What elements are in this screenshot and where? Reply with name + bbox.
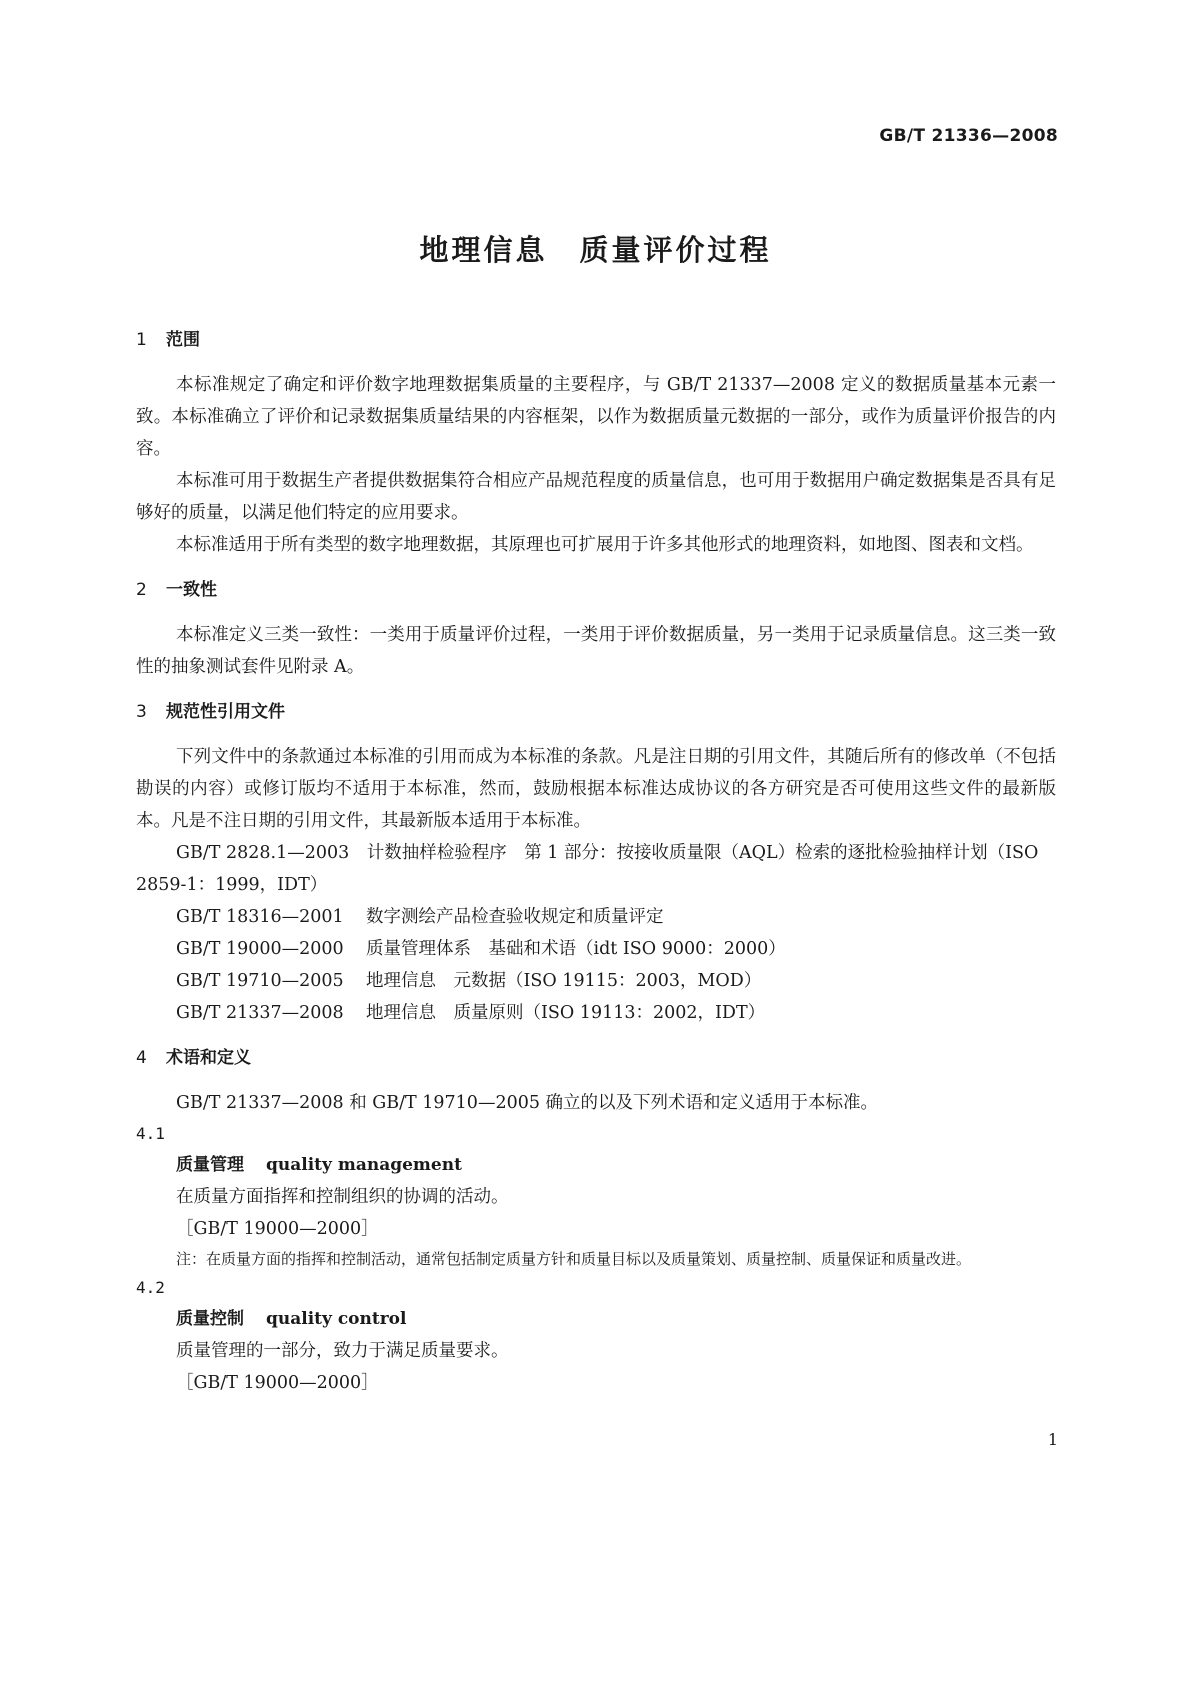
reference-entry — [136, 933, 1056, 965]
section-title: 术语和定义 — [166, 1048, 251, 1068]
section-heading-conformance — [136, 575, 1056, 605]
section-heading-terms — [136, 1043, 1056, 1073]
standard-code: GB/T 21336—2008 — [879, 126, 1058, 146]
section-number: 4 — [136, 1048, 147, 1068]
paragraph: GB/T 21337—2008 和 GB/T 19710—2005 确立的以及下列术语和定义适用于本标准。 — [176, 1093, 879, 1113]
term-number: 4.2 — [136, 1278, 165, 1297]
paragraph: 本标准适用于所有类型的数字地理数据，其原理也可扩展用于许多其他形式的地理资料，如地图、图表和文档。 — [176, 535, 1034, 555]
reference-title: 数字测绘产品检查验收规定和质量评定 — [366, 907, 664, 927]
section-number: 2 — [136, 580, 147, 600]
section-title: 范围 — [166, 330, 200, 350]
section-title: 一致性 — [166, 580, 217, 600]
term-note: 注：在质量方面的指挥和控制活动，通常包括制定质量方针和质量目标以及质量策划、质量控制、质量保证和质量改进。 — [176, 1250, 972, 1268]
paragraph: 下列文件中的条款通过本标准的引用而成为本标准的条款。凡是注日期的引用文件，其随后所有的修改单（不包括勘误的内容）或修订版均不适用于本标准，然而，鼓励根据本标准达成协议的各方研究是否可使用这些文件的最新版本。凡是不注日期的引用文件，其最新版本适用于本标准。 — [136, 747, 1056, 831]
term-definition: 质量管理的一部分，致力于满足质量要求。 — [176, 1341, 509, 1361]
section-number: 1 — [136, 330, 147, 350]
reference-entry — [136, 965, 1056, 997]
term-source: ［GB/T 19000—2000］ — [176, 1373, 379, 1393]
section-title: 规范性引用文件 — [166, 702, 285, 722]
term-name — [136, 1149, 1056, 1181]
section-heading-scope — [136, 325, 1056, 355]
reference-code: GB/T 2828.1—2003 — [176, 843, 350, 863]
term-number: 4.1 — [136, 1124, 165, 1143]
reference-code: GB/T 19710—2005 — [176, 971, 344, 991]
reference-code: GB/T 19000—2000 — [176, 939, 344, 959]
reference-code: GB/T 18316—2001 — [176, 907, 344, 927]
term-name-zh: 质量控制 — [176, 1309, 244, 1329]
term-source: ［GB/T 19000—2000］ — [176, 1219, 379, 1239]
term-name-en: quality management — [266, 1155, 462, 1175]
section-heading-normative — [136, 697, 1056, 727]
paragraph: 本标准定义三类一致性：一类用于质量评价过程，一类用于评价数据质量，另一类用于记录质量信息。这三类一致性的抽象测试套件见附录 A。 — [136, 625, 1056, 677]
paragraph: 本标准可用于数据生产者提供数据集符合相应产品规范程度的质量信息，也可用于数据用户确定数据集是否具有足够好的质量，以满足他们特定的应用要求。 — [136, 471, 1056, 523]
reference-entry — [136, 837, 1056, 901]
reference-title: 地理信息 元数据（ISO 19115：2003，MOD） — [366, 971, 762, 991]
term-definition: 在质量方面指挥和控制组织的协调的活动。 — [176, 1187, 509, 1207]
reference-entry — [136, 997, 1056, 1029]
reference-code: GB/T 21337—2008 — [176, 1003, 344, 1023]
reference-title: 质量管理体系 基础和术语（idt ISO 9000：2000） — [366, 939, 786, 959]
term-name-zh: 质量管理 — [176, 1155, 244, 1175]
page-number: 1 — [1047, 1430, 1058, 1449]
term-name-en: quality control — [266, 1309, 407, 1329]
document-body — [136, 325, 1056, 1399]
paragraph: 本标准规定了确定和评价数字地理数据集质量的主要程序，与 GB/T 21337—2008 定义的数据质量基本元素一致。本标准确立了评价和记录数据集质量结果的内容框架，以作为数据质量元数据的一部分，或作为质量评价报告的内容。 — [136, 375, 1056, 459]
reference-title: 地理信息 质量原则（ISO 19113：2002，IDT） — [366, 1003, 766, 1023]
term-name — [136, 1303, 1056, 1335]
reference-title: 计数抽样检验程序 第 1 部分：按接收质量限（AQL）检索的逐批检验抽样计划（ISO 2859-1：1999，IDT） — [136, 843, 1039, 895]
reference-entry — [136, 901, 1056, 933]
document-title: 地理信息 质量评价过程 — [419, 233, 772, 267]
section-number: 3 — [136, 702, 147, 722]
